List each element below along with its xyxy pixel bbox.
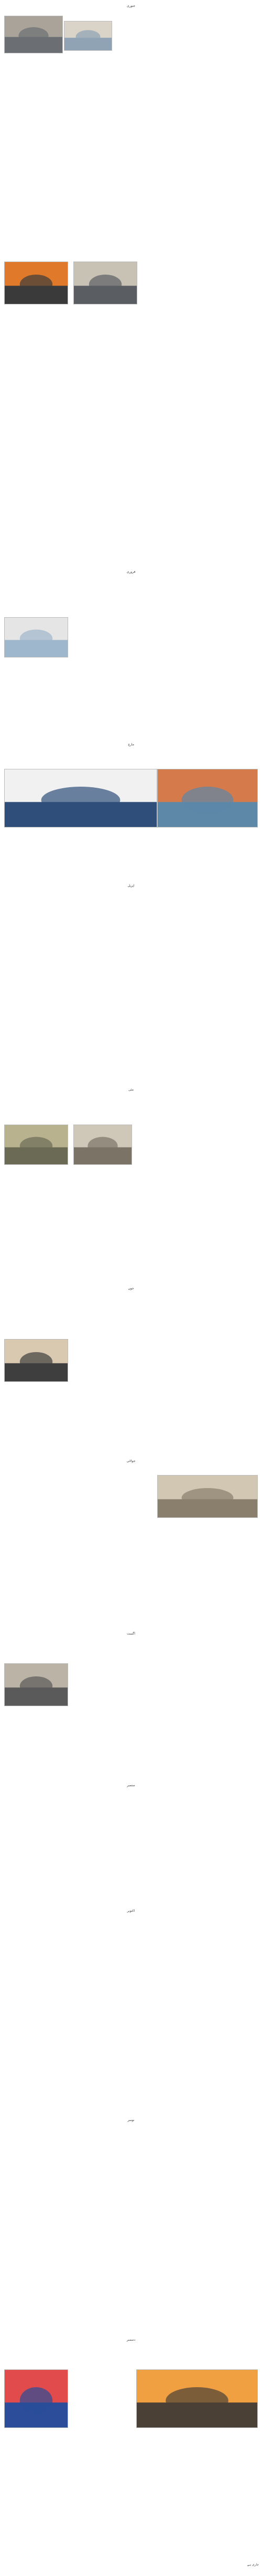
street-photo xyxy=(73,1125,132,1165)
flag-photo xyxy=(4,2369,68,2428)
continued-note: جاری ہے xyxy=(247,2563,259,2567)
aircraft-photo xyxy=(4,617,68,657)
month-heading: جولائی xyxy=(126,1459,136,1463)
month-heading: مارچ xyxy=(128,743,134,746)
month-heading: دسمبر xyxy=(126,2338,136,2342)
explosion-photo xyxy=(136,2369,258,2428)
crash-photo xyxy=(73,262,137,304)
month-heading: نومبر xyxy=(127,2118,135,2122)
month-heading: مئی xyxy=(128,1088,134,1092)
banner-photo xyxy=(4,769,157,827)
crowd-photo xyxy=(4,16,63,53)
rubble-photo xyxy=(157,1475,258,1518)
protest-photo xyxy=(4,1663,68,1706)
month-heading: اکتوبر xyxy=(127,1909,135,1913)
month-heading: ستمبر xyxy=(127,1784,135,1787)
month-heading: اپریل xyxy=(127,884,135,888)
boat-photo xyxy=(157,769,258,827)
month-heading: جنوری xyxy=(126,4,136,8)
building-photo xyxy=(64,21,112,51)
month-heading: اگست xyxy=(127,1632,135,1636)
month-heading: فروری xyxy=(126,570,136,574)
military-photo xyxy=(4,1125,68,1165)
fire-photo xyxy=(4,262,68,304)
portrait-photo xyxy=(4,1339,68,1382)
month-heading: جون xyxy=(128,1287,134,1290)
